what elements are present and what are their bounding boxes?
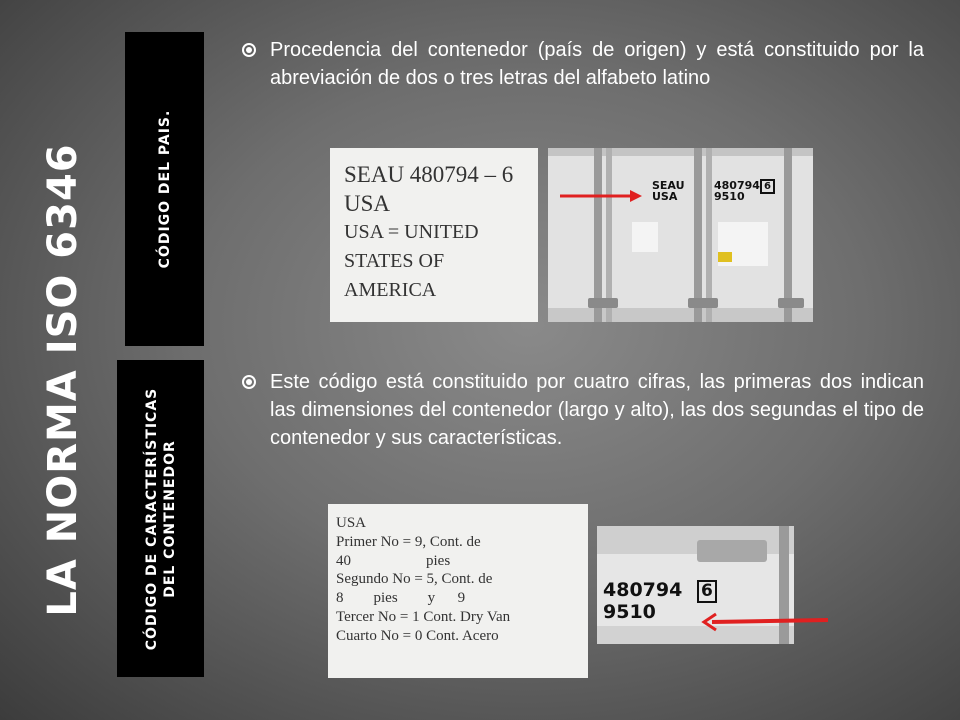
closeup-type-code: 9510: [603, 601, 656, 623]
country-code-label-text: CÓDIGO DEL PAIS.: [156, 109, 173, 269]
card-line: Tercer No = 1 Cont. Dry Van: [336, 608, 511, 625]
photo-owner-code: SEAU: [652, 179, 685, 192]
photo-country: USA: [652, 190, 678, 203]
container-door-illustration: [548, 148, 813, 322]
country-code-example-card: [330, 148, 538, 322]
card-line: Cuarto No = 0 Cont. Acero: [336, 627, 499, 644]
card-line: Segundo No = 5, Cont. de: [336, 571, 493, 588]
photo-check-digit: 6: [760, 179, 775, 194]
bullet-text: Procedencia del contenedor (país de origen) y está constituido por la abreviación de dos o tres letras del alfabeto latino: [270, 39, 924, 89]
characteristics-label-line-2: DEL CONTENEDOR: [161, 439, 178, 598]
bullet-country-code: [242, 36, 924, 92]
closeup-pointer-arrow: [698, 612, 834, 632]
card-line: STATES OF: [344, 250, 445, 272]
characteristics-label-line-1: CÓDIGO DE CARACTERÍSTICAS: [143, 387, 160, 650]
photo-type-code: 9510: [714, 190, 745, 203]
characteristics-code-label: [117, 360, 204, 677]
closeup-serial: 480794: [603, 579, 683, 601]
country-code-label: [125, 32, 204, 346]
slide-title-text: LA NORMA ISO 6346: [40, 143, 86, 617]
bullet-text: Este código está constituido por cuatro cifras, las primeras dos indican las dimensiones del contenedor (largo y alto), las dos segundas el tipo de contenedor y sus características.: [270, 371, 924, 449]
card-line: USA: [336, 515, 367, 531]
bullet-characteristics-code: [242, 368, 924, 452]
card-line: 40 pies: [336, 552, 451, 569]
bullet-icon: [242, 43, 256, 57]
closeup-check-digit: 6: [697, 580, 717, 603]
card-line: AMERICA: [344, 279, 437, 301]
container-door-photo: [548, 148, 813, 322]
card-line: 8 pies y 9: [336, 590, 466, 607]
card-line: USA = UNITED: [344, 221, 479, 243]
pointer-arrow-line: [712, 620, 828, 622]
characteristics-example-card: [328, 504, 588, 678]
card-line: SEAU 480794 – 6: [344, 162, 514, 187]
bullet-icon: [242, 375, 256, 389]
card-line: Primer No = 9, Cont. de: [336, 533, 481, 550]
card-line: USA: [344, 191, 391, 216]
slide-title: [18, 143, 108, 617]
photo-serial: 480794: [714, 179, 760, 192]
characteristics-code-label-text: [143, 387, 179, 649]
